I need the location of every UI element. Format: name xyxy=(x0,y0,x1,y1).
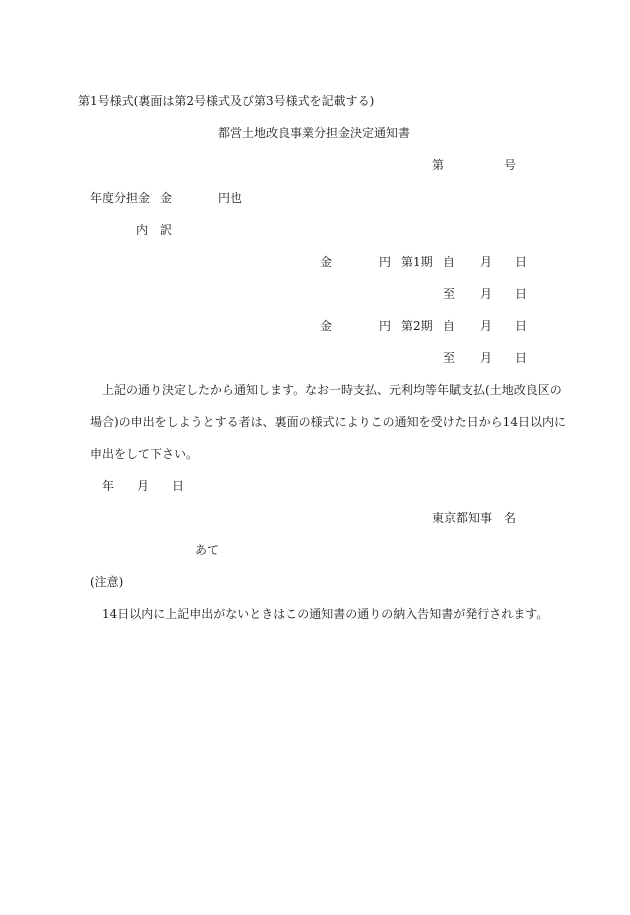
notes-text: 14日以内に上記申出がないときはこの通知書の通りの納入告知書が発行されます。 xyxy=(102,607,549,621)
installment-2-kin: 金 xyxy=(320,319,333,333)
installment-1-to-month: 月 xyxy=(480,287,493,301)
installment-2-from: 自 xyxy=(443,319,456,333)
breakdown-label: 内 訳 xyxy=(136,223,173,237)
installment-1-from-month: 月 xyxy=(480,255,493,269)
installment-1-from: 自 xyxy=(443,255,456,269)
number-suffix: 号 xyxy=(504,158,517,172)
body-line-2: 場合)の申出をしようとする者は、裏面の様式によりこの通知を受けた日から14日以内に xyxy=(90,415,566,429)
number-prefix: 第 xyxy=(432,158,445,172)
installment-1-to: 至 xyxy=(443,287,456,301)
installment-2-to: 至 xyxy=(443,351,456,365)
installment-1-to-day: 日 xyxy=(515,287,528,301)
installment-2-to-day: 日 xyxy=(515,351,528,365)
installment-1-yen: 円 xyxy=(379,255,392,269)
installment-1-from-day: 日 xyxy=(515,255,528,269)
form-header: 第1号様式(裏面は第2号様式及び第3号様式を記載する) xyxy=(78,94,375,108)
amount-label: 年度分担金 xyxy=(90,191,151,205)
body-line-1: 上記の通り決定したから通知します。なお一時支払、元利均等年賦支払(土地改良区の xyxy=(102,383,562,397)
installment-2-to-month: 月 xyxy=(480,351,493,365)
installment-2-yen: 円 xyxy=(379,319,392,333)
addressee-suffix: あて xyxy=(195,543,220,557)
date-month: 月 xyxy=(137,479,150,493)
installment-2-period: 第2期 xyxy=(401,319,433,333)
notes-heading: (注意) xyxy=(90,575,124,589)
installment-2-from-month: 月 xyxy=(480,319,493,333)
amount-yen-nari: 円也 xyxy=(218,191,243,205)
issuer-label: 東京都知事 xyxy=(432,511,493,525)
installment-1-kin: 金 xyxy=(320,255,333,269)
body-line-3: 申出をして下さい。 xyxy=(90,447,199,461)
amount-kin: 金 xyxy=(160,191,173,205)
installment-2-from-day: 日 xyxy=(515,319,528,333)
issuer-name-suffix: 名 xyxy=(504,511,517,525)
date-day: 日 xyxy=(172,479,185,493)
installment-1-period: 第1期 xyxy=(401,255,433,269)
date-year: 年 xyxy=(102,479,115,493)
document-title: 都営土地改良事業分担金決定通知書 xyxy=(218,126,411,140)
